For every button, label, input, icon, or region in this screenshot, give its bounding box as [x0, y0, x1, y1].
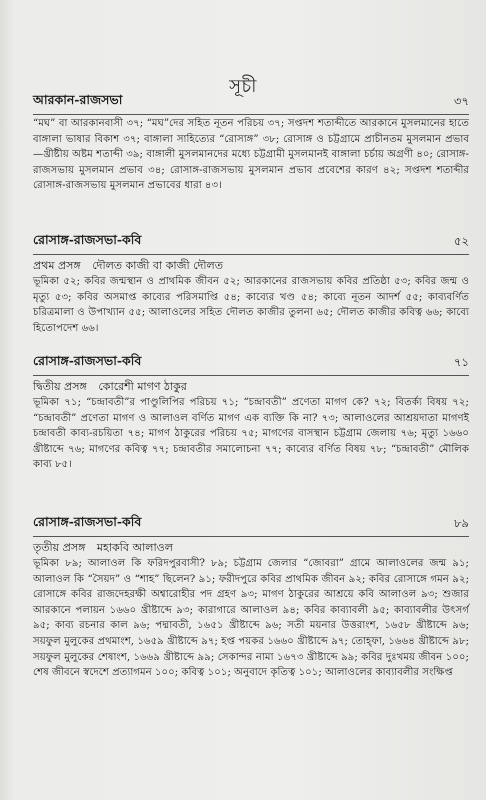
toc-section [33, 516, 469, 681]
section-header [33, 355, 469, 376]
subtitle-name: মহাকবি আলাওল [96, 541, 173, 554]
section-entries: “মঘ” বা আরকানবাসী ৩৭; “মঘ”দের সহিত নূতন পরিচয় ৩৭; সপ্তদশ শতাব্দীতে আরকানে মুসলমানের হাতে বাঙ্গালা ভাষার বিকাশ ৩৭; বাঙ্গালা সাহিত্যের “রোসাঙ্গ” ৩৮; রোসাঙ্গ ও চট্টগ্রামে প্রাচীনতম মুসলমান প্রভাব—খ্রীষ্টীয় অষ্টম শতাব্দী ৩৯; বাঙ্গালী মুসলমানদের মধ্যে চট্টগ্রামী মুসলমানই বাঙ্গালা চর্চায় অগ্রণী ৪০; রোসাঙ্গ-রাজসভায় মুসলমান প্রভাব ৩৪; রোসাঙ্গ-রাজসভায় মুসলমান প্রভাব প্রবেশের কারণ ৪২; সপ্তদশ শতাব্দীর রোসাঙ্গ-রাজসভায় মুসলমান প্রভাবের ধারা ৪৩। [33, 118, 469, 192]
section-header [33, 516, 469, 537]
toc-section [33, 355, 469, 473]
subtitle-label: প্রথম প্রসঙ্গ [33, 259, 81, 272]
subtitle-name: দৌলত কাজী বা কাজী দৌলত [92, 259, 223, 272]
subtitle-label: তৃতীয় প্রসঙ্গ [33, 541, 86, 554]
section-entries: ভূমিকা ৮৯; আলাওল কি ফরিদপুরবাসী? ৮৯; চট্টগ্রাম জেলার “জোবরা” গ্রামে আলাওলের জন্ম ৯১; আলাওল কি “সৈয়দ” ও “শাহ” ছিলেন? ৯১; ফরীদপুরে কবির প্রাথমিক জীবন ৯২; কবির রোসাঙ্গে গমন ৯২; রোসাঙ্গে কবির রাজদেহরক্ষী অশ্বারোহীর পদ গ্রহণ ৯৩; মাগণ ঠাকুরের আশ্রয়ে কবি আলাওল ৯৩; শুজার আরকানে পলায়ন ১৬৬০ খ্রীষ্টাব্দে ৯৩; কারাগারে আলাওল ৯৪; কবির কাব্যাবলী ৯৫; কাব্যাবলীর উৎসর্গ ৯৫; কাব্য রচনার কাল ৯৬; পদ্মাবতী, ১৬৫১ খ্রীষ্টাব্দে ৯৬; সতী ময়নার উত্তরাংশ, ১৬৫৮ খ্রীষ্টাব্দে ৯৬; সয়ফুল মুলুকের প্রথমাংশ, ১৬৫৯ খ্রীষ্টাব্দে ৯৭; হপ্ত পয়কর ১৬৬০ খ্রীষ্টাব্দে ৯৭; তোহ্‌ফা, ১৬৬৪ খ্রীষ্টাব্দে ৯৮; সয়ফুল মুলুকের শেষাংশ, ১৬৬৯ খ্রীষ্টাব্দে ৯৯; সেকান্দর নামা ১৬৭৩ খ্রীষ্টাব্দে ৯৯; কবির দুঃখময় জীবন ১০০; শেষ জীবনে স্বদেশে প্রত্যাগমন ১০০; কবিত্ব ১০১; অনুবাদে কৃতিত্ব ১০১; আলাওলের কাব্যাবলীর সংক্ষিপ্ত [33, 558, 469, 679]
section-title: রোসাঙ্গ-রাজসভা-কবি [33, 514, 142, 529]
subtitle-name: কোরেশী মাগণ ঠাকুর [98, 380, 187, 393]
toc-section [33, 94, 469, 194]
section-title: রোসাঙ্গ-রাজসভা-কবি [33, 232, 142, 247]
page-title: সূচী [229, 76, 257, 97]
section-page-number: ৫২ [454, 234, 469, 248]
section-entries: ভূমিকা ৫২; কবির জন্মস্থান ও প্রাথমিক জীবন ৫২; আরকানের রাজসভায় কবির প্রতিষ্ঠা ৫৩; কবির জন্ম ও মৃত্যু ৫৩; কবির অসমাপ্ত কাব্যের পরিসমাপ্তি ৫৪; কাব্যের খণ্ড ৫৪; কাব্যে নূতন আদর্শ ৫৫; কাব্যবর্ণিত চরিত্রমালা ও উপাখ্যান ৫৫; আলাওলের সহিত দৌলত কাজীর তুলনা ৬৫; দৌলত কাজীর কবিত্ব ৬৬; কাব্যে হিতোপদেশ ৬৬। [33, 276, 469, 334]
section-page-number: ৩৭ [454, 94, 469, 108]
section-subtitle [33, 379, 469, 394]
section-page-number: ৮৯ [454, 516, 469, 530]
section-page-number: ৭১ [454, 355, 469, 369]
section-title: আরকান-রাজসভা [33, 92, 123, 107]
section-header [33, 234, 469, 255]
subtitle-label: দ্বিতীয় প্রসঙ্গ [33, 380, 87, 393]
section-entries: ভূমিকা ৭১; “চন্দ্রাবতী”র পাণ্ডুলিপির পরিচয় ৭১; “চন্দ্রাবতী” প্রণেতা মাগণ কে? ৭২; বিতর্ক্য বিষয় ৭২; “চন্দ্রাবতী” প্রণেতা মাগণ ও আলাওল বর্ণিত মাগণ এক ব্যক্তি কি না? ৭৩; আলাওলের আশ্রয়দাতা মাগণই চন্দ্রাবতী কাব্য-রচয়িতা ৭৪; মাগণ ঠাকুরের পরিচয় ৭৫; মাগণের বাসস্থান চট্টগ্রাম জেলায় ৭৬; মৃত্যু ১৬৬০ খ্রীষ্টাব্দে ৭৬; মাগণের কবিত্ব ৭৭; চন্দ্রাবতীর সমালোচনা ৭৭; কাব্যের বর্ণিত বিষয় ৭৮; “চন্দ্রাবতী” মৌলিক কাব্য ৮৫। [33, 397, 469, 471]
section-title: রোসাঙ্গ-রাজসভা-কবি [33, 353, 142, 368]
section-header [33, 94, 469, 115]
section-subtitle [33, 540, 469, 555]
section-subtitle [33, 258, 469, 273]
toc-section [33, 234, 469, 336]
